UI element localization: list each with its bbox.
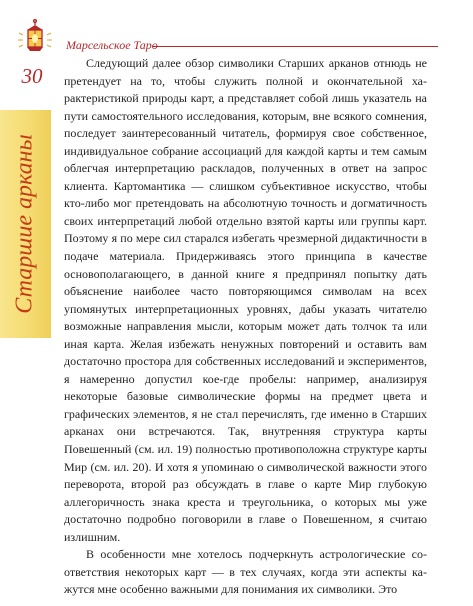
page-number: 30: [21, 64, 43, 88]
header-rule: [152, 46, 438, 47]
lantern-icon: [16, 18, 54, 62]
section-label: Старшие арканы: [11, 134, 38, 314]
running-title: Марсельское Таро: [66, 38, 158, 52]
body-text: [64, 55, 427, 599]
paragraph: В особенности мне хотелось подчеркнуть астрологические соответствия некоторых карт — в тех случаях, когда эти аспекты кажутся мне особенно важными для понимания их символики. Это: [64, 547, 427, 597]
paragraph: Следующий далее обзор символики Старших арканов отнюдь не претендует на то, чтобы служить полной и окончательной характеристикой природы карт, а представляет собой лишь указатель на пути самостоятельного исследования, которым, вне всякого сомнения, последует заинтересованный читатель, формируя свое собственное, индивидуальное собрание ассоциаций для каждой карты и тем самым облегчая интерпретацию раскладов, полученных в ответ на запрос клиента. Картомантика — слишком субъективное искусство, чтобы кто-либо мог претендовать на абсолютную точность и догматичность своих интерпретаций любой отдельно взятой карты или группы карт. Поэтому я по мере сил старался избегать чрезмерной дидактичности в подаче материала. Придерживаясь этого принципа в качестве основополагающего, в данной книге я предпринял попытку дать объяснение наиболее часто повторяющимся символам на всех упомянутых интерпретационных уровнях, дабы указать читателю возможные направления мысли, которым может дать толчок та или иная карта. Желая избежать ненужных повторений и оставить вам достаточно простора для собственных исследований и экспериментов, я намеренно допустил кое-где пробелы: например, анализируя некоторые базовые символические формы на предмет цвета и графических элементов, я не стал перечислять, где именно в Старших арканах они встречаются. Так, внутренняя структура карты Повешенный (см. ил. 19) полностью противоположна структуре карты Мир (см. ил. 20). И хотя я упоминаю о символической важности этого переворота, второй раз обсуждать в главе о карте Мир глубокую аллегоричность знака креста и треугольника, о которых мы уже достаточно подробно поговорили в главе о Повешенном, я считаю излишним.: [64, 56, 427, 544]
